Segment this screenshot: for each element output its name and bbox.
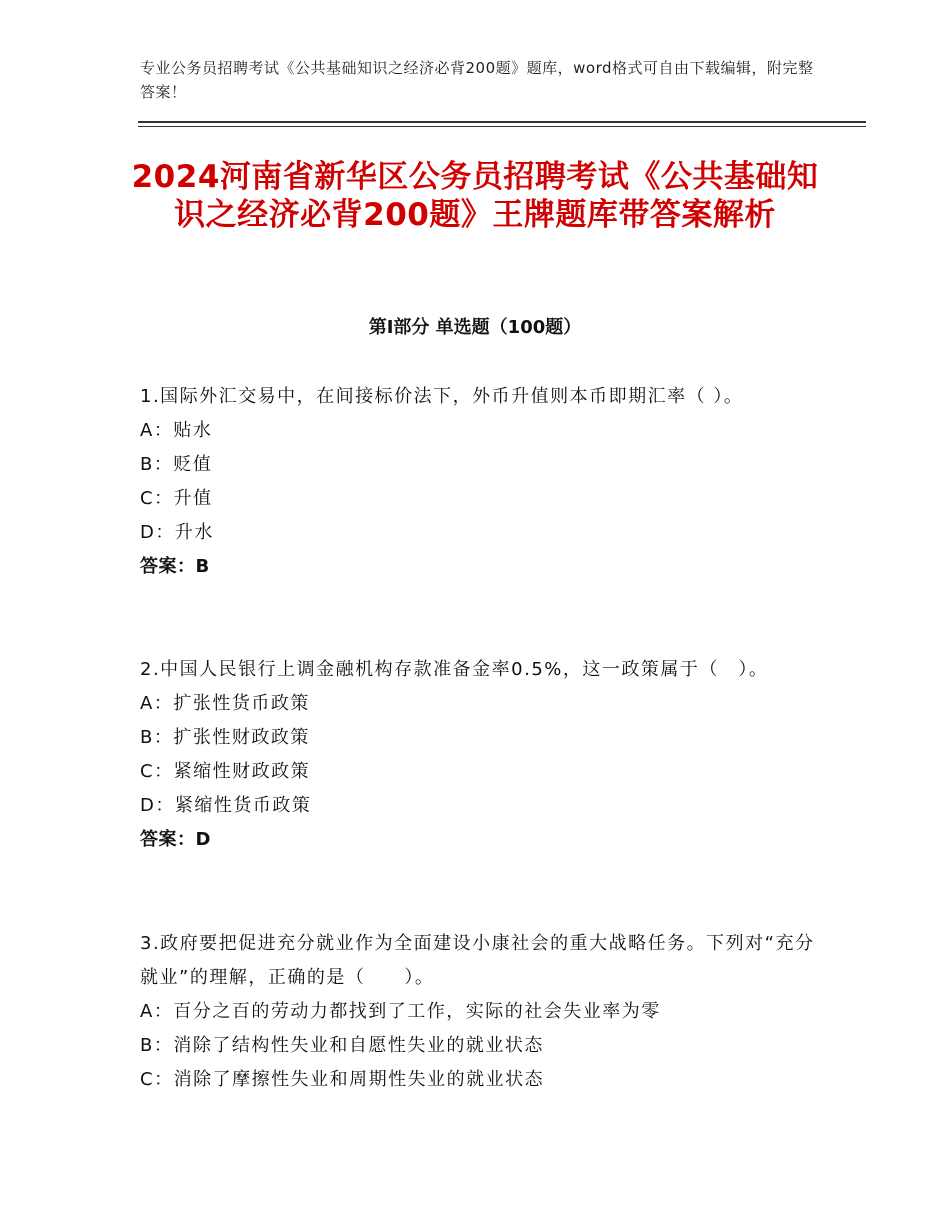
question-stem: 2.中国人民银行上调金融机构存款准备金率0.5%，这一政策属于（ ）。 [140, 659, 769, 680]
option-b: B：扩张性财政政策 [140, 727, 310, 748]
option-a: A：百分之百的劳动力都找到了工作，实际的社会失业率为零 [140, 1001, 661, 1022]
question-stem: 3.政府要把促进充分就业作为全面建设小康社会的重大战略任务。下列对“充分就业”的理解，正确的是（ ）。 [140, 933, 815, 988]
question-1 [140, 380, 820, 584]
answer: 答案：D [140, 829, 211, 850]
option-b: B：消除了结构性失业和自愿性失业的就业状态 [140, 1035, 544, 1056]
option-d: D：升水 [140, 522, 214, 543]
question-stem: 1.国际外汇交易中，在间接标价法下，外币升值则本币即期汇率（ ）。 [140, 386, 744, 407]
option-a: A：贴水 [140, 420, 213, 441]
option-c: C：消除了摩擦性失业和周期性失业的就业状态 [140, 1069, 545, 1090]
header-rule-thick [138, 121, 866, 123]
option-c: C：紧缩性财政政策 [140, 761, 311, 782]
header-rule-thin [138, 126, 866, 127]
document-title: 2024河南省新华区公务员招聘考试《公共基础知识之经济必背200题》王牌题库带答案解析 [131, 159, 819, 233]
option-a: A：扩张性货币政策 [140, 693, 310, 714]
question-2 [140, 653, 820, 857]
section-heading: 第Ⅰ部分 单选题（100题） [368, 317, 582, 338]
option-d: D：紧缩性货币政策 [140, 795, 312, 816]
option-c: C：升值 [140, 488, 213, 509]
answer: 答案：B [140, 556, 210, 577]
option-b: B：贬值 [140, 454, 213, 475]
header-note: 专业公务员招聘考试《公共基础知识之经济必背200题》题库，word格式可自由下载编辑，附完整答案！ [140, 59, 814, 101]
question-3 [140, 927, 820, 1097]
